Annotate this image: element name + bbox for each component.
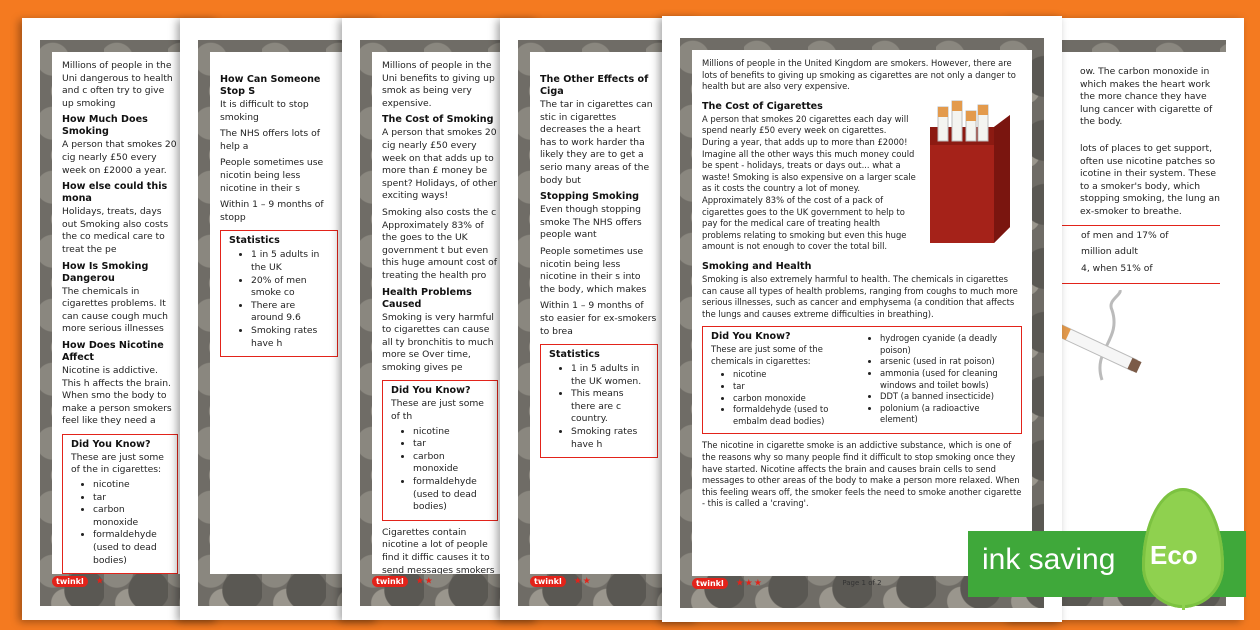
paragraph: lots of places to get support, often use nicotine patches so icotine in their system. These to a smoker's body, which stopping smoking, the lung an ex-smoker to breathe. xyxy=(1080,142,1220,217)
page-footer xyxy=(530,576,668,590)
section-heading: Health Problems Caused xyxy=(382,286,472,310)
twinkl-logo: twinkl xyxy=(530,576,566,587)
paragraph: Holidays, treats, days out Smoking also costs the co medical care to treat the pe xyxy=(62,206,169,255)
cost-text xyxy=(702,97,916,257)
box-intro: These are just some of the in cigarettes: xyxy=(71,451,164,476)
list-item: • formaldehyde (used to dead bodies) xyxy=(413,476,489,514)
box-heading: Did You Know? xyxy=(391,385,471,397)
paragraph: A person that smokes 20 cig nearly £50 every week on £2000 a year. xyxy=(62,139,177,176)
section-heading: The Cost of Cigarettes xyxy=(702,100,823,112)
stat-line: million adult xyxy=(1081,246,1138,258)
difficulty-stars: ★ xyxy=(95,576,105,587)
paragraph: People sometimes use nicotin being less nicotine in their s into the body, which makes xyxy=(540,245,647,295)
list-item: • There are around 9.6 xyxy=(251,300,329,325)
list-item: • 1 in 5 adults in the UK women. xyxy=(571,363,649,388)
section-heading: Stopping Smoking xyxy=(540,191,640,203)
paragraph: Cigarettes contain nicotine a lot of people find it diffic causes it to send messages smokers xyxy=(382,526,495,574)
list-item: • Smoking rates have h xyxy=(571,426,649,451)
leaf-stem xyxy=(1182,588,1185,610)
box-heading: Did You Know? xyxy=(711,331,791,343)
section-heading: Smoking and Health xyxy=(702,260,812,272)
box-right-column xyxy=(866,331,1013,429)
paragraph: The tar in cigarettes can stic in cigarettes decreases the a heart has to work harder tha likely they are to get a serio many areas of the body but xyxy=(540,99,653,186)
box-columns xyxy=(711,331,1013,429)
page-number: Page 1 of 2 xyxy=(842,579,882,587)
box-heading: Statistics xyxy=(549,349,600,361)
paragraph: People sometimes use nicotin being less nicotine in their s xyxy=(220,157,324,194)
chemical-list xyxy=(71,479,169,567)
list-item: • nicotine xyxy=(93,479,169,492)
paragraph: Millions of people in the Uni dangerous to health and c often try to give up smoking xyxy=(62,60,173,109)
chemical-list xyxy=(866,333,1013,426)
paragraph: Smoking is also extremely harmful to health. The chemicals in cigarettes can cause all types of health problems, ranging from coughs to much more serious illnesses, such as cancer and emphysema (a condition that affects the lungs and causes extreme difficulties in breathing). xyxy=(702,273,1018,319)
section-heading: How Does Nicotine Affect xyxy=(62,339,164,363)
difficulty-stars: ★★ xyxy=(415,576,434,587)
chemical-list xyxy=(711,369,858,427)
paragraph: A person that smokes 20 cig nearly £50 every week on that adds up to more than £ money be spent? Holidays, of other exciting ways! xyxy=(382,127,497,202)
paragraph: A person that smokes 20 cigarettes each day will spend nearly £50 every week on cigarettes. During a year, that adds up to more than £2000! Imagine all the other ways this much money could be spent - holidays, treats or days out... what a waste! Smoking is also expensive on a larger scale as it costs the country a lot of money. Approximately 83% of the cost of a pack of cigarettes goes to the UK government to help to pay for the medical care of treating health problems relating to smoking but even this huge amount is not enough to cover the total bill. xyxy=(702,113,916,252)
list-item: • carbon monoxide xyxy=(93,504,169,529)
page-content xyxy=(52,52,188,574)
badge-label: ink saving xyxy=(982,543,1116,576)
paragraph: It is difficult to stop smoking xyxy=(220,99,309,123)
list-item: • ammonia (used for cleaning windows and toilet bowls) xyxy=(880,368,1013,391)
paragraph: Millions of people in the Uni benefits to giving up smok as being very expensive. xyxy=(382,60,495,109)
stat-line: of men and 17% of xyxy=(1081,229,1169,241)
cost-section xyxy=(702,97,1022,257)
list-item: • tar xyxy=(413,438,489,451)
did-you-know-box xyxy=(62,434,178,574)
box-heading: Statistics xyxy=(229,235,280,247)
paragraph: Smoking is very harmful to cigarettes can cause all ty bronchitis to much more se Over time, smoking gives pe xyxy=(382,311,494,373)
statistics-box xyxy=(540,344,658,458)
box-left-column xyxy=(711,331,858,429)
section-heading: The Cost of Smoking xyxy=(382,114,494,126)
list-item: • polonium (a radioactive element) xyxy=(880,403,1013,426)
intro-paragraph: Millions of people in the United Kingdom are smokers. However, there are lots of benefits to giving up smoking as cigarettes are not only a danger to health but are also very expensive. xyxy=(702,58,1016,92)
paragraph: The NHS offers lots of help a xyxy=(220,128,320,152)
paragraph: The nicotine in cigarette smoke is an addictive substance, which is one of the reasons why so many people find it difficult to stop smoking once they have started. Nicotine affects the brain and causes brain cells to send messages to other areas of the body to make a person more relaxed. When this feeling wears off, the smoker feels the need to smoke another cigarette - this is called a 'craving'. xyxy=(702,440,1022,509)
page-content xyxy=(692,50,1032,576)
did-you-know-box xyxy=(382,380,498,520)
page-title xyxy=(1080,52,1220,56)
box-heading: Did You Know? xyxy=(71,438,151,450)
list-item: • Smoking rates have h xyxy=(251,325,329,350)
twinkl-logo: twinkl xyxy=(692,578,728,589)
list-item: • nicotine xyxy=(733,369,858,381)
list-item: • 1 in 5 adults in the UK xyxy=(251,249,329,274)
difficulty-stars: ★★ xyxy=(573,576,592,587)
paragraph: Within 1 – 9 months of stopp xyxy=(220,199,324,223)
statistics-list xyxy=(549,363,649,451)
box-intro: These are just some of the chemicals in cigarettes: xyxy=(711,344,823,366)
paragraph: Nicotine is addictive. This h affects the brain. When smo the body to make a person smokers feel like they need a xyxy=(62,364,172,427)
statistics-list xyxy=(229,249,329,350)
section-heading: How Much Does Smoking xyxy=(62,114,148,138)
cigarette-pack-illustration xyxy=(922,97,1022,247)
list-item: • formaldehyde (used to dead bodies) xyxy=(93,529,169,567)
page-footer xyxy=(52,576,188,590)
list-item: • DDT (a banned insecticide) xyxy=(880,391,1013,403)
paragraph: Even though stopping smoke The NHS offers people want xyxy=(540,204,642,241)
page-content xyxy=(530,52,668,574)
list-item: • tar xyxy=(733,381,858,393)
paragraph: ow. The carbon monoxide in which makes the heart work the more chance they have lung cancer with cigarette of the body. xyxy=(1080,66,1213,128)
chemical-list xyxy=(391,426,489,514)
page-content xyxy=(210,52,348,574)
list-item: • carbon monoxide xyxy=(733,393,858,405)
paragraph: Smoking also costs the c Approximately 83% of the goes to the UK government t but even this huge amount cost of treating the health pro xyxy=(382,206,497,281)
did-you-know-box xyxy=(702,326,1022,434)
paragraph: The chemicals in cigarettes problems. It can cause cough much more serious illnesses xyxy=(62,285,169,335)
statistics-box xyxy=(220,230,338,357)
list-item: • nicotine xyxy=(413,426,489,439)
twinkl-logo: twinkl xyxy=(372,576,408,587)
section-heading: How else could this mona xyxy=(62,181,168,205)
eco-label: Eco xyxy=(1150,540,1198,570)
section-heading: The Other Effects of Ciga xyxy=(540,74,649,97)
stat-line: 4, when 51% of xyxy=(1081,262,1153,274)
paragraph: Within 1 – 9 months of sto easier for ex-smokers to brea xyxy=(540,300,657,337)
list-item: • arsenic (used in rat poison) xyxy=(880,356,1013,368)
list-item: • This means there are c country. xyxy=(571,388,649,426)
list-item: • hydrogen cyanide (a deadly poison) xyxy=(880,333,1013,356)
difficulty-stars: ★★★ xyxy=(735,578,763,589)
list-item: • 20% of men smoke co xyxy=(251,275,329,300)
section-heading: How Can Someone Stop S xyxy=(220,74,321,97)
box-intro: These are just some of th xyxy=(391,398,484,423)
list-item: • tar xyxy=(93,492,169,505)
list-item: • formaldehyde (used to embalm dead bodies) xyxy=(733,404,858,427)
twinkl-logo: twinkl xyxy=(52,576,88,587)
page-footer xyxy=(372,576,508,590)
page-content xyxy=(372,52,508,574)
section-heading: How Is Smoking Dangerou xyxy=(62,260,149,284)
statistics-box xyxy=(1040,225,1220,285)
list-item: • carbon monoxide xyxy=(413,451,489,476)
